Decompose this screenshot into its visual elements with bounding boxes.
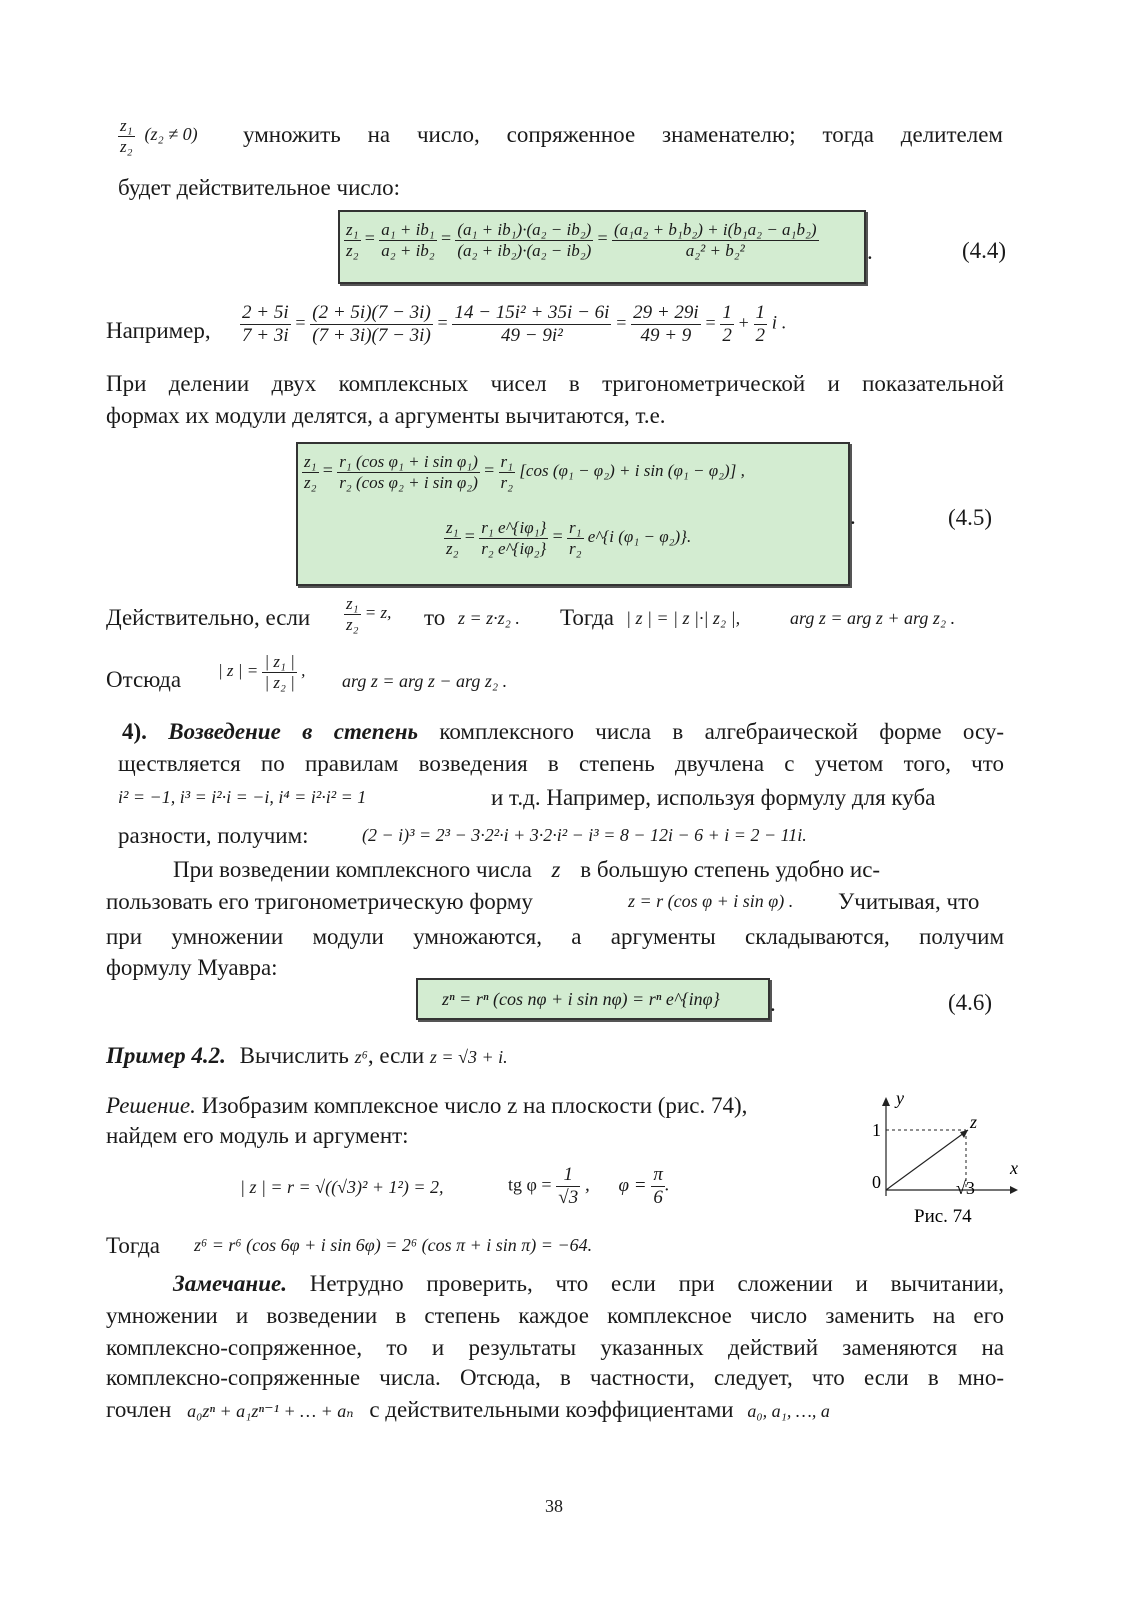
- x-axis-arrow: [1010, 1186, 1018, 1194]
- indeed-expr3: arg z = arg z + arg z₂ .: [790, 608, 956, 628]
- eq46-tail: .: [770, 991, 776, 1016]
- indeed-expr1: z = z·z₂ .: [458, 608, 520, 628]
- indeed-then: Тогда: [560, 605, 615, 630]
- para-pow-1: При возведении комплексного числа z в большую степень удобно ис-: [173, 857, 881, 882]
- hence-lead: Отсюда: [106, 667, 182, 692]
- z-vector-arrow: [960, 1130, 968, 1138]
- formula-box-4-4: [338, 210, 866, 284]
- remark-line-3: комплексно-сопряженное, то и результаты указанных действий заменяются на: [106, 1335, 1004, 1360]
- top-fraction: $\frac{\text{z₁}}{\text{z₂}}$ (z₂ ≠ 0): [120, 116, 198, 156]
- para-division-2: формах их модули делятся, а аргументы вычитаются, т.е.: [106, 403, 666, 428]
- sec4-line3-math: i² = −1, i³ = i²·i = −i, i⁴ = i²·i² = 1: [118, 787, 367, 807]
- hence-arg: arg z = arg z − arg z₂ .: [342, 671, 508, 691]
- example42-label: Пример 4.2.: [106, 1043, 226, 1068]
- then-math: z⁶ = r⁶ (cos 6φ + i sin 6φ) = 2⁶ (cos π + i sin π) = −64.: [194, 1235, 593, 1255]
- then-label: Тогда: [106, 1233, 161, 1258]
- remark-line-1: Замечание. Нетрудно проверить, что если при сложении и вычитании,: [173, 1271, 1005, 1296]
- para-division-1: При делении двух комплексных чисел в тригонометрической и показательной: [106, 371, 1004, 396]
- formula-box-4-6: [416, 978, 770, 1020]
- fig-x-label: x: [1010, 1158, 1018, 1178]
- para-pow-2a: пользовать его тригонометрическую форму: [106, 889, 533, 914]
- eq45-row2: $\frac{\text{z₁}}{\text{z₂}}$ = $\frac{\text{r₁ e\textasciicircum{}\{iφ₁\}}}{\text{r₂ e\textasciicircum{}\{iφ₂\}}}$ = $\frac{\text{r₁}}{\text{r₂}}$ e^{i (φ₁ − φ₂)}.: [446, 518, 692, 558]
- nonzero-condition: (z₂ ≠ 0): [144, 123, 198, 144]
- eq46-content: zⁿ = rⁿ (cos nφ + i sin nφ) = rⁿ e^{inφ}: [442, 989, 720, 1009]
- formula-box-4-5: [296, 442, 850, 586]
- para-pow-3: при умножении модули умножаются, а аргументы складываются, получим: [106, 924, 1004, 949]
- eq44-tail: .: [867, 239, 873, 264]
- example-label: Например,: [106, 318, 211, 343]
- remark-line-4: комплексно-сопряженные числа. Отсюда, в частности, следует, что если в мно-: [106, 1365, 1004, 1390]
- para-pow-2b: Учитывая, что: [838, 889, 980, 914]
- solution-label: Решение.: [106, 1093, 196, 1118]
- indeed-to: то: [424, 605, 446, 630]
- fig-sqrt3-label: √3: [956, 1178, 975, 1198]
- indeed-math: $\frac{\text{z₁}}{\text{z₂}}$ = z,: [346, 594, 392, 634]
- example-math: $\frac{2 + 5i}{7 + 3i}$ = $\frac{(2 + 5i)(7 - 3i)}{(7 + 3i)(7 - 3i)}$ = $\frac{\text{14 − 15i² + 35i − 6i}}{\text{49 − 9i²}}$ = $\frac{29 + 29i}{49 + 9}$ = $\frac{1}{2}$ + $\frac{1}{2}$ i .: [242, 302, 787, 346]
- remark-label: Замечание.: [173, 1271, 287, 1296]
- fig-z-label: z: [970, 1112, 978, 1132]
- hence-math: | z | = $\frac{\text{| z₁ |}}{\text{| z₂ |}}$ ,: [218, 652, 306, 692]
- eq-number-4-6: (4.6): [948, 990, 993, 1015]
- solution-modulus: | z | = r = √((√3)² + 1²) = 2,: [240, 1177, 444, 1197]
- text-line-1: умножить на число, сопряженное знаменателю; тогда делителем: [243, 122, 1003, 147]
- remark-line-5: гочлен a₀zⁿ + a₁zⁿ⁻¹ + … + aₙ с действительными коэффициентами a₀, a₁, …, a: [106, 1397, 830, 1422]
- eq-number-4-5: (4.5): [948, 505, 993, 530]
- text-line-2: будет действительное число:: [118, 175, 400, 200]
- fig-zero-label: 0: [872, 1172, 881, 1192]
- eq45-row1: $\frac{\text{z₁}}{\text{z₂}}$ = $\frac{\text{r₁ (cos φ₁ + i sin φ₁)}}{\text{r₂ (cos φ₂ + i sin φ₂)}}$ = $\frac{\text{r₁}}{\text{r₂}}$ [cos (φ₁ − φ₂) + i sin (φ₁ − φ₂)] ,: [304, 452, 745, 492]
- sec4-line1: 4). Возведение в степень комплексного числа в алгебраической форме осу-: [122, 719, 1005, 744]
- sec4-title: Возведение в степень: [168, 719, 419, 744]
- example42-line: Пример 4.2. Вычислить z⁶, если z = √3 + i.: [106, 1043, 508, 1068]
- remark-line-2: умножении и возведении в степень каждое комплексное число заменить на его: [106, 1303, 1004, 1328]
- solution-line-1: Решение. Изобразим комплексное число z на плоскости (рис. 74),: [106, 1093, 748, 1118]
- eq45-tail: .: [850, 504, 856, 529]
- sec4-line2: ществляется по правилам возведения в степень двучлена с учетом того, что: [118, 751, 1004, 776]
- sec4-line3-text: и т.д. Например, используя формулу для куба: [491, 785, 936, 810]
- solution-line-2: найдем его модуль и аргумент:: [106, 1123, 409, 1148]
- solution-tg: tg φ = $\frac{1}{√3}$ , φ = $\frac{\pi}{6}$ .: [508, 1164, 670, 1208]
- sec4-line4-text: разности, получим:: [118, 823, 309, 848]
- figure-caption: Рис. 74: [914, 1206, 972, 1227]
- fig-y-label: y: [896, 1088, 904, 1108]
- fig-one-label: 1: [872, 1120, 881, 1140]
- eq-number-4-4: (4.4): [962, 238, 1007, 263]
- indeed-lead: Действительно, если: [106, 605, 311, 630]
- y-axis-arrow: [882, 1097, 890, 1106]
- indeed-expr2: | z | = | z |·| z₂ |,: [626, 608, 741, 628]
- para-pow-4: формулу Муавра:: [106, 955, 278, 980]
- figure-74: [850, 1088, 1040, 1228]
- para-pow-2-math: z = r (cos φ + i sin φ) .: [628, 891, 794, 911]
- eq44-content: $\frac{\text{z₁}}{\text{z₂}}$ = $\frac{\text{a₁ + ib₁}}{\text{a₂ + ib₂}}$ = $\frac{\text{(a₁ + ib₁)·(a₂ − ib₂)}}{\text{(a₂ + ib₂)·(a₂ − ib₂)}}$ = $\frac{\text{(a₁a₂ + b₁b₂) + i(b₁a₂ − a₁b₂)}}{\text{a₂² + b₂²}}$: [346, 220, 817, 260]
- page-number: 38: [545, 1496, 563, 1516]
- sec4-line4-math: (2 − i)³ = 2³ − 3·2²·i + 3·2·i² − i³ = 8 − 12i − 6 + i = 2 − 11i.: [362, 825, 807, 845]
